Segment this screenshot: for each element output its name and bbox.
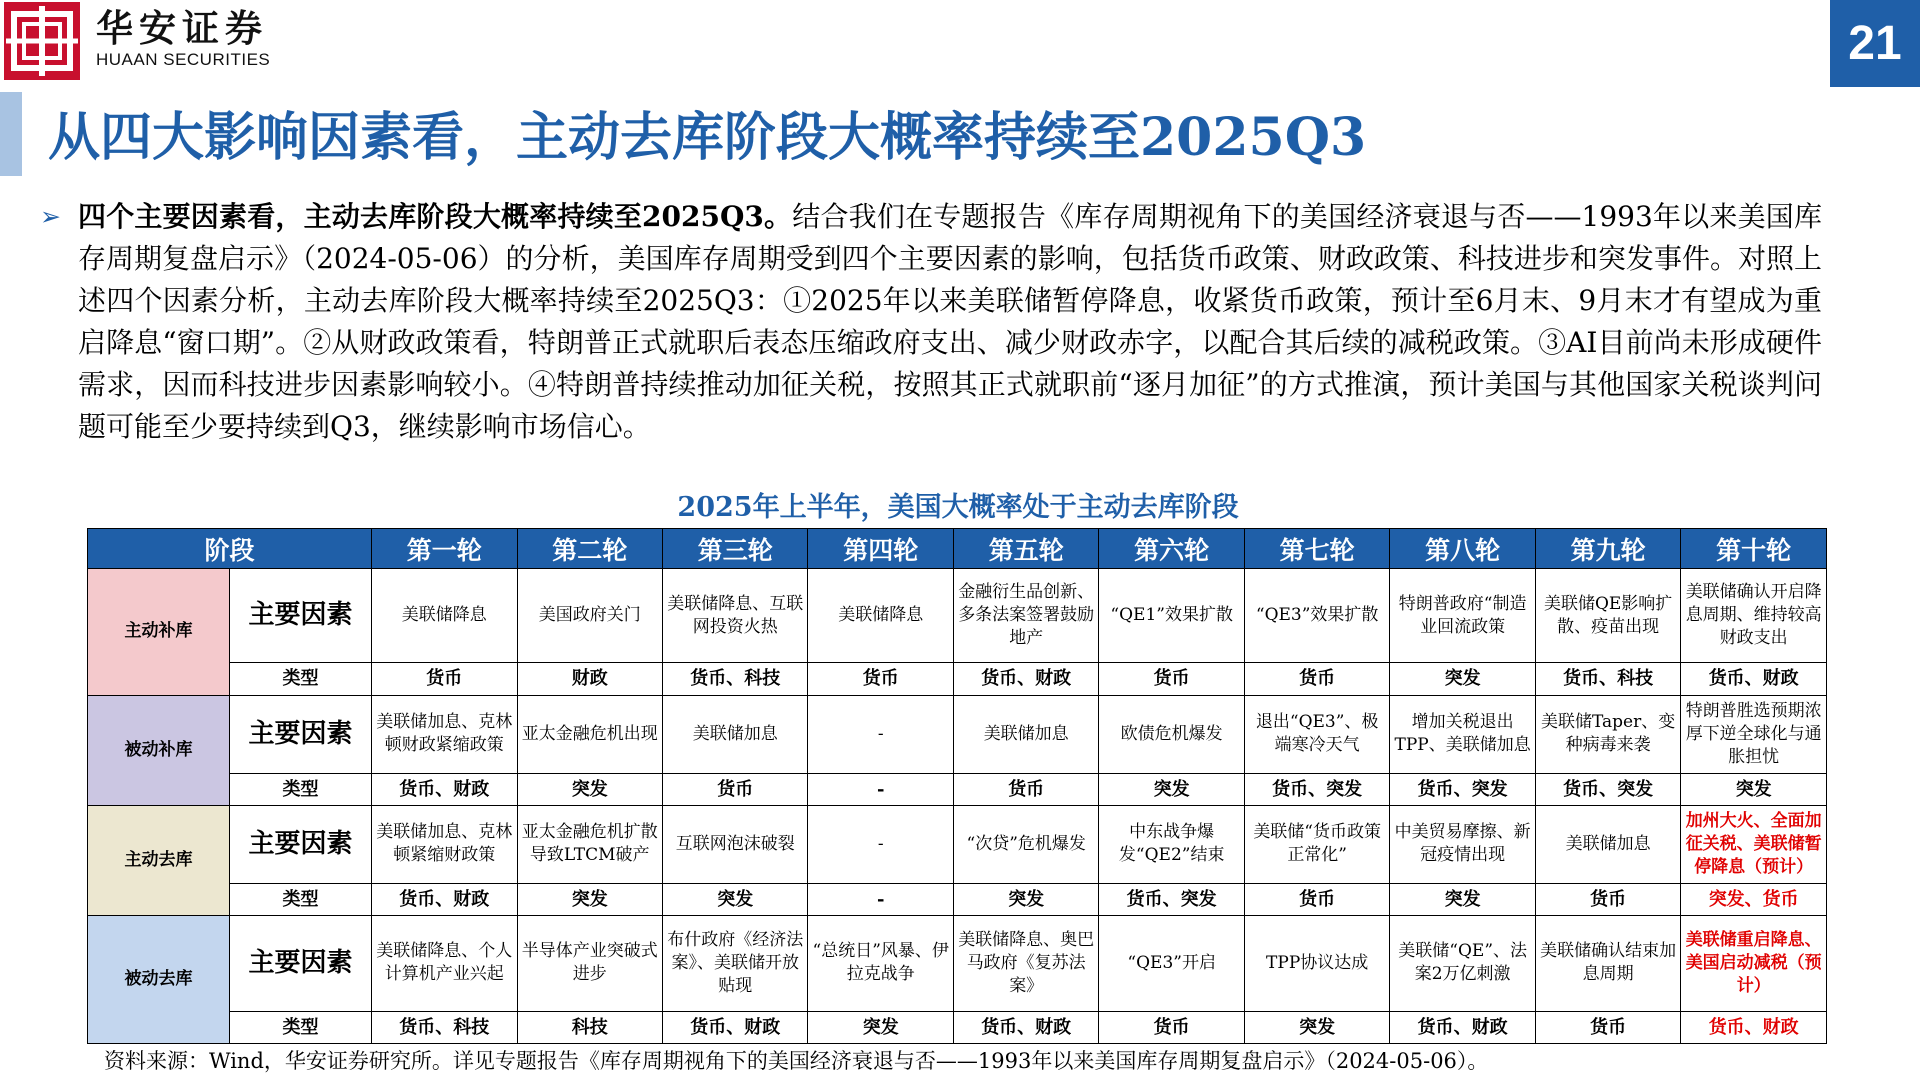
factor-cell: 美联储降息、奥巴马政府《复苏法案》 (953, 916, 1098, 1011)
type-cell: 突发 (517, 773, 662, 805)
type-cell: 突发 (1099, 773, 1244, 805)
factor-cell: - (808, 695, 953, 773)
type-cell: 货币 (1099, 1011, 1244, 1043)
factor-cell: 美联储降息、互联网投资火热 (662, 569, 807, 663)
factor-cell: 美联储降息 (808, 569, 953, 663)
table-row (88, 695, 1827, 773)
table-row (88, 569, 1827, 663)
label-main-factor: 主要因素 (230, 805, 372, 883)
factor-cell: 亚太金融危机出现 (517, 695, 662, 773)
type-cell: - (808, 773, 953, 805)
type-cell: 突发 (517, 883, 662, 915)
factor-cell: “次贷”危机爆发 (953, 805, 1098, 883)
factor-cell: 特朗普胜选预期浓厚下逆全球化与通胀担忧 (1681, 695, 1827, 773)
type-cell: 货币、突发 (1390, 773, 1535, 805)
header-round: 第六轮 (1099, 529, 1244, 569)
factor-cell: 增加关税退出TPP、美联储加息 (1390, 695, 1535, 773)
type-cell: 货币、突发 (1535, 773, 1680, 805)
header-stage: 阶段 (88, 529, 372, 569)
label-type: 类型 (230, 773, 372, 805)
type-cell: 货币、科技 (372, 1011, 517, 1043)
type-cell: 货币、财政 (662, 1011, 807, 1043)
type-cell: 科技 (517, 1011, 662, 1043)
header-round: 第八轮 (1390, 529, 1535, 569)
source-note: 资料来源：Wind，华安证券研究所。详见专题报告《库存周期视角下的美国经济衰退与否——1993年以来美国库存周期复盘启示》（2024-05-06）。 (104, 1049, 1489, 1073)
factor-cell: 美联储确认结束加息周期 (1535, 916, 1680, 1011)
label-main-factor: 主要因素 (230, 916, 372, 1011)
header-round: 第一轮 (372, 529, 517, 569)
table-header-row (88, 529, 1827, 569)
huaan-logo-icon (4, 2, 80, 80)
type-cell: 货币 (1535, 883, 1680, 915)
factor-cell: 美联储“QE”、法案2万亿刺激 (1390, 916, 1535, 1011)
factor-cell: 美联储降息 (372, 569, 517, 663)
table-row (88, 1011, 1827, 1043)
factor-cell: 美联储“货币政策正常化” (1244, 805, 1389, 883)
type-cell: 货币、财政 (1681, 663, 1827, 695)
title-accent-bar (0, 92, 22, 176)
factor-cell: 亚太金融危机扩散导致LTCM破产 (517, 805, 662, 883)
factor-cell: 特朗普政府“制造业回流政策 (1390, 569, 1535, 663)
type-cell: 货币、财政 (372, 773, 517, 805)
header-round: 第七轮 (1244, 529, 1389, 569)
factor-cell: 美联储加息 (1535, 805, 1680, 883)
factor-cell-highlight: 美联储重启降息、美国启动减税（预计） (1681, 916, 1827, 1011)
label-main-factor: 主要因素 (230, 695, 372, 773)
factor-cell: “QE1”效果扩散 (1099, 569, 1244, 663)
summary-lead: 四个主要因素看，主动去库阶段大概率持续至2025Q3。 (78, 200, 793, 233)
type-cell: 货币、财政 (953, 663, 1098, 695)
table-row (88, 773, 1827, 805)
factor-cell: 美联储降息、个人计算机产业兴起 (372, 916, 517, 1011)
table-row (88, 805, 1827, 883)
factor-cell: “QE3”效果扩散 (1244, 569, 1389, 663)
factor-cell: 退出“QE3”、极端寒冷天气 (1244, 695, 1389, 773)
type-cell: 货币 (372, 663, 517, 695)
table-row (88, 663, 1827, 695)
type-cell-highlight: 突发、货币 (1681, 883, 1827, 915)
header-round: 第三轮 (662, 529, 807, 569)
type-cell: 突发 (1244, 1011, 1389, 1043)
factor-cell: - (808, 805, 953, 883)
label-type: 类型 (230, 1011, 372, 1043)
brand-name-en: HUAAN SECURITIES (96, 50, 271, 69)
factor-cell: 美联储QE影响扩散、疫苗出现 (1535, 569, 1680, 663)
factor-cell: “QE3”开启 (1099, 916, 1244, 1011)
header-round: 第二轮 (517, 529, 662, 569)
factor-cell: 金融衍生品创新、多条法案签署鼓励地产 (953, 569, 1098, 663)
type-cell: 突发 (662, 883, 807, 915)
type-cell: 货币、突发 (1099, 883, 1244, 915)
type-cell: 货币、科技 (1535, 663, 1680, 695)
type-cell: 财政 (517, 663, 662, 695)
type-cell: 货币 (1099, 663, 1244, 695)
summary-body: 结合我们在专题报告《库存周期视角下的美国经济衰退与否——1993年以来美国库存周期复盘启示》（2024-05-06）的分析，美国库存周期受到四个主要因素的影响，包括货币政策、财政政策、科技进步和突发事件。对照上述四个因素分析，主动去库阶段大概率持续至2025Q3：①2025年以来美联储暂停降息，收紧货币政策，预计至6月末、9月末才有望成为重启降息“窗口期”。②从财政政策看，特朗普正式就职后表态压缩政府支出、减少财政赤字，以配合其后续的减税政策。③AI目前尚未形成硬件需求，因而科技进步因素影响较小。④特朗普持续推动加征关税，按照其正式就职前“逐月加征”的方式推演，预计美国与其他国家关税谈判问题可能至少要持续到Q3，继续影响市场信心。 (78, 200, 1822, 443)
stage-cell: 被动补库 (88, 695, 230, 805)
stage-cell: 主动补库 (88, 569, 230, 696)
factor-cell: 美联储加息、克林顿财政紧缩政策 (372, 695, 517, 773)
type-cell: - (808, 883, 953, 915)
summary-text (78, 196, 1822, 448)
factor-cell: 中东战争爆发“QE2”结束 (1099, 805, 1244, 883)
factor-cell: 布什政府《经济法案》、美联储开放贴现 (662, 916, 807, 1011)
brand (96, 6, 270, 70)
header-round: 第九轮 (1535, 529, 1680, 569)
header-round: 第十轮 (1681, 529, 1827, 569)
factor-cell: 美联储加息 (953, 695, 1098, 773)
type-cell: 货币、科技 (662, 663, 807, 695)
factor-cell: 互联网泡沫破裂 (662, 805, 807, 883)
factor-cell-highlight: 加州大火、全面加征关税、美联储暂停降息（预计） (1681, 805, 1827, 883)
label-type: 类型 (230, 883, 372, 915)
factor-cell: 中美贸易摩擦、新冠疫情出现 (1390, 805, 1535, 883)
factor-cell: 半导体产业突破式进步 (517, 916, 662, 1011)
header-round: 第五轮 (953, 529, 1098, 569)
factor-cell: TPP协议达成 (1244, 916, 1389, 1011)
table-row (88, 916, 1827, 1011)
type-cell: 货币 (808, 663, 953, 695)
type-cell: 货币 (953, 773, 1098, 805)
type-cell: 货币 (1244, 883, 1389, 915)
factor-cell: 美联储加息 (662, 695, 807, 773)
type-cell: 货币、财政 (953, 1011, 1098, 1043)
type-cell: 货币 (1244, 663, 1389, 695)
type-cell-highlight: 货币、财政 (1681, 1011, 1827, 1043)
inventory-cycle-table (87, 528, 1827, 1044)
factor-cell: 美联储加息、克林顿紧缩财政策 (372, 805, 517, 883)
type-cell: 突发 (1681, 773, 1827, 805)
arrow-bullet-icon: ➢ (40, 202, 61, 231)
page-number: 21 (1830, 0, 1920, 87)
factor-cell: 欧债危机爆发 (1099, 695, 1244, 773)
label-type: 类型 (230, 663, 372, 695)
type-cell: 货币、突发 (1244, 773, 1389, 805)
type-cell: 突发 (808, 1011, 953, 1043)
type-cell: 货币、财政 (372, 883, 517, 915)
factor-cell: 美联储确认开启降息周期、维持较高财政支出 (1681, 569, 1827, 663)
stage-cell: 被动去库 (88, 916, 230, 1044)
type-cell: 货币 (662, 773, 807, 805)
factor-cell: “总统日”风暴、伊拉克战争 (808, 916, 953, 1011)
type-cell: 货币、财政 (1390, 1011, 1535, 1043)
table-row (88, 883, 1827, 915)
brand-name-cn: 华安证券 (96, 6, 268, 50)
page-title: 从四大影响因素看，主动去库阶段大概率持续至2025Q3 (48, 107, 1367, 168)
table-title: 2025年上半年，美国大概率处于主动去库阶段 (677, 492, 1239, 523)
type-cell: 突发 (1390, 663, 1535, 695)
factor-cell: 美国政府关门 (517, 569, 662, 663)
header-round: 第四轮 (808, 529, 953, 569)
factor-cell: 美联储Taper、变种病毒来袭 (1535, 695, 1680, 773)
type-cell: 突发 (1390, 883, 1535, 915)
stage-cell: 主动去库 (88, 805, 230, 915)
label-main-factor: 主要因素 (230, 569, 372, 663)
type-cell: 货币 (1535, 1011, 1680, 1043)
type-cell: 突发 (953, 883, 1098, 915)
summary-bullet (40, 196, 1822, 448)
